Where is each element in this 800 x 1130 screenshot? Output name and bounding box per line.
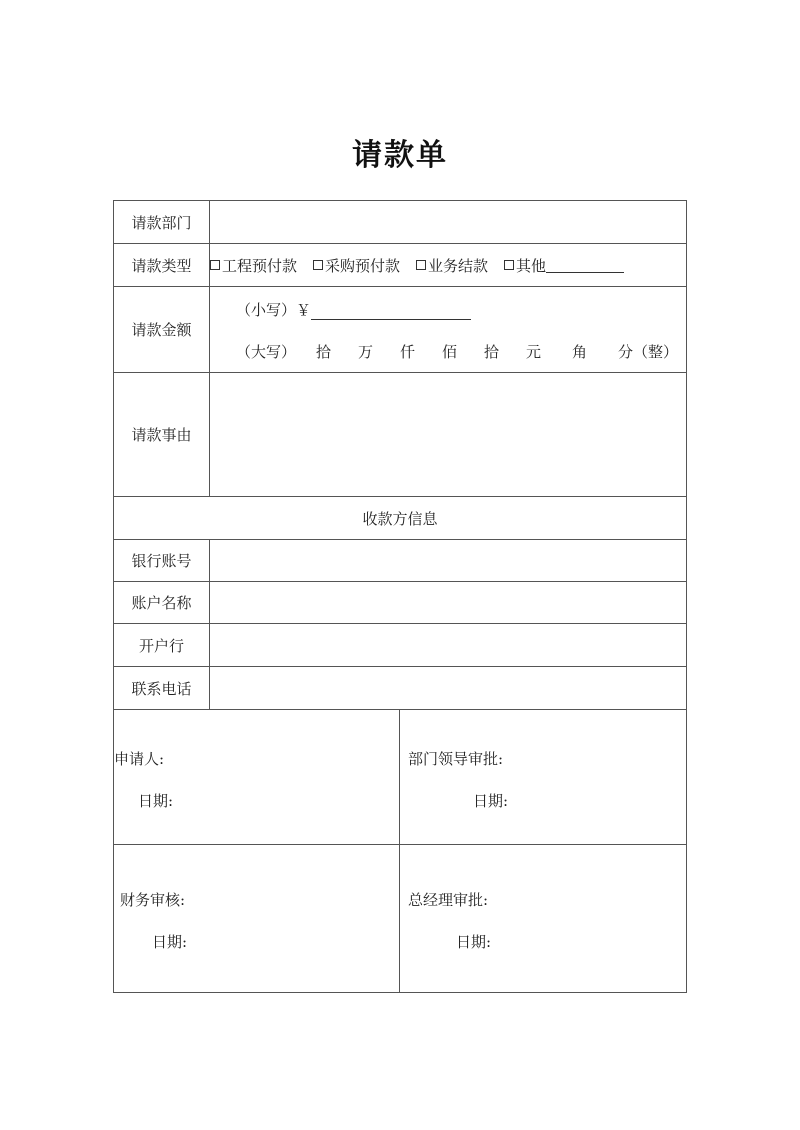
gm-sign-cell[interactable] xyxy=(400,845,687,993)
bank-account-label: 银行账号 xyxy=(114,540,210,582)
signature-row-1 xyxy=(114,710,687,845)
payee-section-row xyxy=(114,497,687,540)
amount-small-line xyxy=(236,298,686,320)
unit-qian: 仟 xyxy=(400,342,416,361)
dept-leader-label: 部门领导审批: xyxy=(408,750,504,768)
amount-big-line xyxy=(236,340,686,362)
amount-small-blank[interactable] xyxy=(311,301,471,320)
option-business-settlement[interactable] xyxy=(416,255,488,276)
phone-label: 联系电话 xyxy=(114,667,210,710)
reason-row xyxy=(114,373,687,497)
unit-yuan: 元 xyxy=(526,342,542,361)
option-engineering-prepay[interactable] xyxy=(210,255,297,276)
amount-label: 请款金额 xyxy=(114,287,210,373)
unit-fen: 分（整） xyxy=(618,342,679,361)
option-label: 业务结款 xyxy=(428,256,489,275)
checkbox-icon[interactable] xyxy=(416,260,426,270)
option-label: 工程预付款 xyxy=(222,256,298,275)
gm-label: 总经理审批: xyxy=(408,891,489,909)
option-label: 采购预付款 xyxy=(325,256,401,275)
department-row xyxy=(114,201,687,244)
checkbox-icon[interactable] xyxy=(210,260,220,270)
unit-shi: 拾 xyxy=(316,342,332,361)
bank-row xyxy=(114,624,687,667)
finance-date-label: 日期: xyxy=(152,933,188,951)
applicant-sign-cell[interactable] xyxy=(114,710,400,845)
gm-date-label: 日期: xyxy=(456,933,492,951)
dept-leader-sign-cell[interactable] xyxy=(400,710,687,845)
amount-cell xyxy=(210,287,687,373)
bank-label: 开户行 xyxy=(114,624,210,667)
checkbox-icon[interactable] xyxy=(504,260,514,270)
other-blank-line[interactable] xyxy=(546,257,624,273)
finance-sign-cell[interactable] xyxy=(114,845,400,993)
applicant-date-label: 日期: xyxy=(138,792,174,810)
unit-jiao: 角 xyxy=(572,342,588,361)
unit-wan: 万 xyxy=(358,342,374,361)
amount-big-label: （大写） xyxy=(236,342,297,361)
finance-label: 财务审核: xyxy=(120,891,186,909)
request-form-table xyxy=(113,200,687,993)
account-name-row xyxy=(114,582,687,624)
option-purchase-prepay[interactable] xyxy=(313,255,400,276)
dept-leader-date-label: 日期: xyxy=(473,792,509,810)
checkbox-icon[interactable] xyxy=(313,260,323,270)
type-options xyxy=(210,244,687,287)
department-field[interactable] xyxy=(210,201,687,244)
page-title: 请款单 xyxy=(352,138,448,173)
amount-row xyxy=(114,287,687,373)
account-name-field[interactable] xyxy=(210,582,687,624)
unit-bai: 佰 xyxy=(442,342,458,361)
bank-account-row xyxy=(114,540,687,582)
type-row xyxy=(114,244,687,287)
type-label: 请款类型 xyxy=(114,244,210,287)
bank-account-field[interactable] xyxy=(210,540,687,582)
reason-label: 请款事由 xyxy=(114,373,210,497)
applicant-label: 申请人: xyxy=(114,750,165,768)
phone-row xyxy=(114,667,687,710)
amount-small-label: （小写）￥ xyxy=(236,300,312,319)
phone-field[interactable] xyxy=(210,667,687,710)
unit-shi2: 拾 xyxy=(484,342,500,361)
option-other[interactable] xyxy=(504,255,624,276)
option-label: 其他 xyxy=(516,256,547,275)
account-name-label: 账户名称 xyxy=(114,582,210,624)
reason-field[interactable] xyxy=(210,373,687,497)
payee-section-title: 收款方信息 xyxy=(114,497,687,540)
department-label: 请款部门 xyxy=(114,201,210,244)
bank-field[interactable] xyxy=(210,624,687,667)
signature-row-2 xyxy=(114,845,687,993)
